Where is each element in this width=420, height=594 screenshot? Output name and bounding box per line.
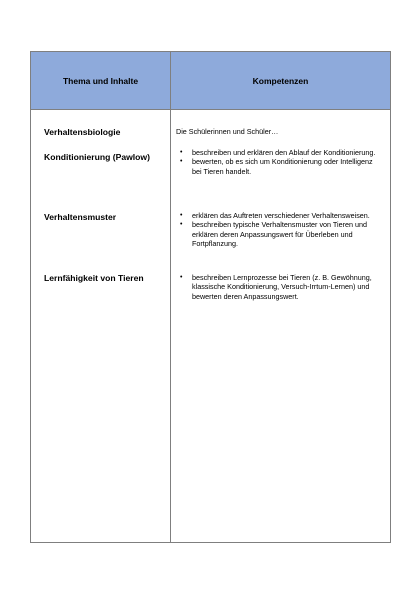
competency-intro: Die Schülerinnen und Schüler…	[176, 127, 279, 136]
competency-group-1	[176, 148, 384, 176]
list-item: • beschreiben Lernprozesse bei Tieren (z. B. Gewöhnung, klassische Konditionierung, Versuch-Irrtum-Lernen) und bewerten deren Anpassungswert.	[180, 273, 372, 301]
list-item: • beschreiben typische Verhaltensmuster von Tieren und erklären deren Anpassungswert für Überleben und Fortpflanzung.	[180, 220, 367, 249]
header-topics: Thema und Inhalte	[62, 75, 139, 86]
bullet-icon: •	[180, 274, 183, 281]
competency-group-2	[176, 211, 384, 249]
list-item: • erklären das Auftreten verschiedener Verhaltensweisen.	[180, 211, 370, 220]
list-item: • bewerten, ob es sich um Konditionierung oder Intelligenz bei Tieren handelt.	[180, 157, 373, 176]
bullet-icon: •	[180, 221, 183, 229]
topic-lernfaehigkeit: Lernfähigkeit von Tieren	[44, 273, 144, 283]
table-header-row	[31, 52, 390, 110]
header-competencies: Kompetenzen	[252, 75, 309, 86]
bullet-icon: •	[180, 149, 183, 156]
topic-verhaltensbiologie: Verhaltensbiologie	[44, 127, 121, 137]
competency-group-3	[176, 273, 384, 301]
list-item: • beschreiben und erklären den Ablauf der Konditionierung.	[180, 148, 376, 157]
topic-verhaltensmuster: Verhaltensmuster	[44, 212, 117, 222]
column-divider	[170, 52, 171, 542]
bullet-icon: •	[180, 158, 183, 166]
bullet-icon: •	[180, 212, 183, 219]
topic-konditionierung: Konditionierung (Pawlow)	[44, 152, 150, 162]
competency-table	[30, 51, 391, 543]
